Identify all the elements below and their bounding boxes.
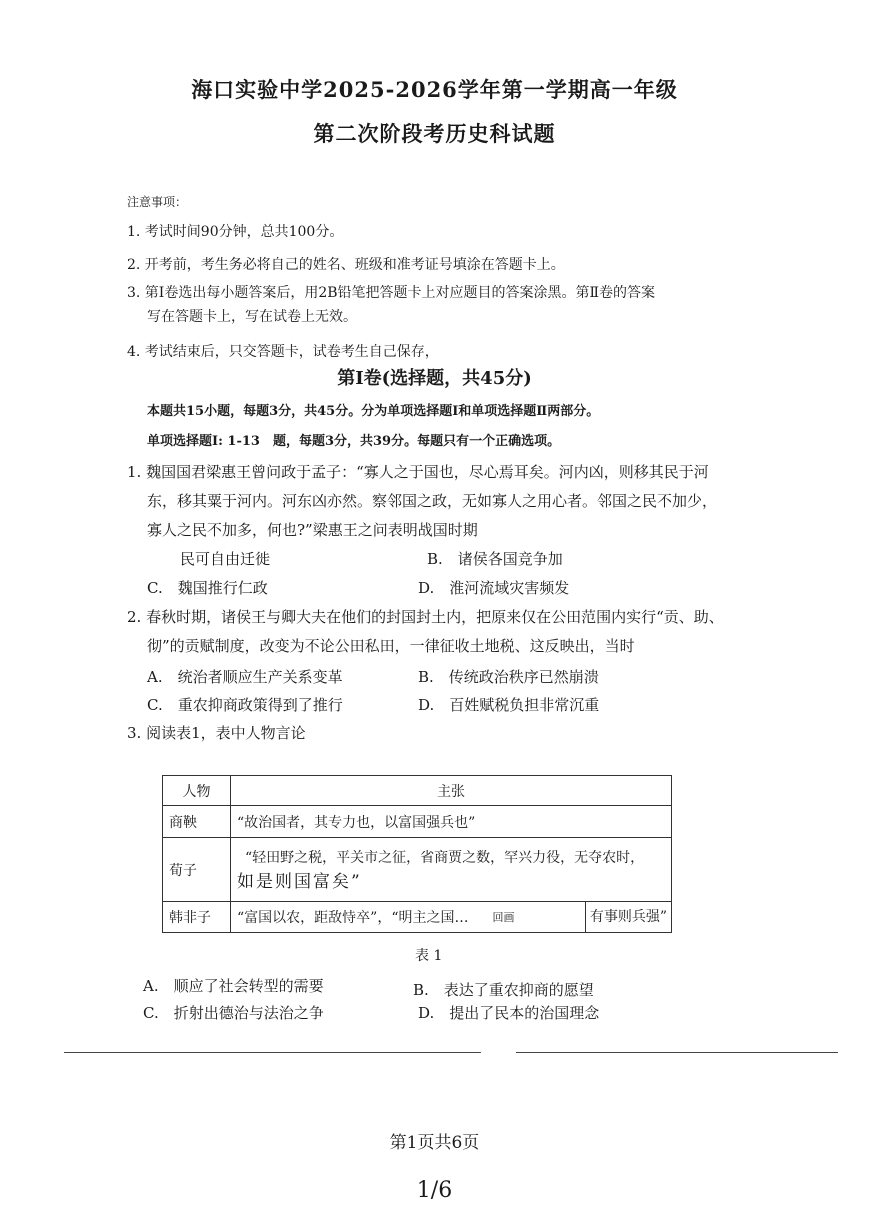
- q2-option-d: D. 百姓赋税负担非常沉重: [418, 696, 600, 714]
- q2-stem-line1: 2. 春秋时期，诸侯王与卿大夫在他们的封国封土内，把原来仅在公田范围内实行“贡、助、: [127, 608, 724, 626]
- page-number: 1/6: [416, 1178, 453, 1203]
- page-note: 第1页共6页: [389, 1133, 480, 1153]
- notes-item-3: 3. 第Ⅰ卷选出每小题答案后，用2B铅笔把答题卡上对应题目的答案涂黑。第Ⅱ卷的答案: [127, 285, 656, 301]
- q3-option-d: D. 提出了民本的治国理念: [418, 1004, 600, 1022]
- table-header-claim: 主张: [231, 776, 672, 806]
- divider-left: [64, 1052, 481, 1053]
- table-caption: 表 1: [415, 948, 443, 964]
- q2-option-c: C. 重农抑商政策得到了推行: [147, 696, 343, 714]
- q1-stem-line3: 寡人之民不加多，何也?”梁惠王之问表明战国时期: [147, 521, 478, 539]
- divider-right: [516, 1052, 838, 1053]
- q1-option-b: B. 诸侯各国竞争加: [427, 550, 563, 568]
- table-row-text-line2: 如是则国富矣”: [237, 872, 362, 892]
- exam-title-line1: 海口实验中学2025-2026学年第一学期高一年级: [191, 77, 678, 102]
- table-row-text-main: “富国以农，距敌恃卒”，“明主之国…: [237, 910, 469, 926]
- table-row-text: [231, 902, 672, 933]
- table-header-person: 人物: [163, 776, 231, 806]
- q3-table: [162, 775, 672, 933]
- exam-title-line2: 第二次阶段考历史科试题: [313, 121, 556, 146]
- table-row-name: 商鞅: [163, 806, 231, 838]
- table-row-text: [231, 838, 672, 902]
- q2-stem-line2: 彻”的贡赋制度，改变为不论公田私田，一律征收土地税、这反映出，当时: [147, 637, 635, 655]
- q2-option-a: A. 统治者顺应生产关系变革: [147, 668, 343, 686]
- q1-stem-line1: 1. 魏国国君梁惠王曾问政于孟子：“寡人之于国也，尽心焉耳矣。河内凶，则移其民于河: [127, 463, 709, 481]
- q3-stem: 3. 阅读表1，表中人物言论: [127, 724, 306, 742]
- table-row-name: 韩非子: [163, 902, 231, 933]
- q3-option-c: C. 折射出德治与法治之争: [143, 1004, 324, 1022]
- notes-item-3-cont: 写在答题卡上，写在试卷上无效。: [147, 309, 357, 325]
- notes-item-4: 4. 考试结束后，只交答题卡，试卷考生自己保存，: [127, 344, 439, 360]
- q1-stem-line2: 东，移其粟于河内。河东凶亦然。察邻国之政，无如寡人之用心者。邻国之民不加少，: [147, 492, 718, 510]
- section-title: 第Ⅰ卷(选择题，共45分): [337, 368, 532, 389]
- section-instruction-2: 单项选择题Ⅰ: 1-13 题，每题3分，共39分。每题只有一个正确选项。: [147, 434, 561, 449]
- notes-heading: 注意事项：: [127, 195, 188, 209]
- section-instruction-1: 本题共15小题，每题3分，共45分。分为单项选择题Ⅰ和单项选择题Ⅱ两部分。: [147, 404, 600, 419]
- table-row-mark: 回画: [492, 911, 515, 924]
- table-row-text-tail: 有事则兵强”: [585, 902, 671, 932]
- q1-option-d: D. 淮河流域灾害频发: [418, 579, 570, 597]
- q1-option-a: 民可自由迁徙: [180, 550, 271, 568]
- q3-option-a: A. 顺应了社会转型的需要: [143, 977, 324, 995]
- table-row-text: “故治国者，其专力也，以富国强兵也”: [231, 806, 672, 838]
- q2-option-b: B. 传统政治秩序已然崩溃: [418, 668, 599, 686]
- q1-option-c: C. 魏国推行仁政: [147, 579, 268, 597]
- table-row-text-line1: “轻田野之税，平关市之征，省商贾之数，罕兴力役，无夺农时，: [245, 850, 645, 866]
- notes-item-2: 2. 开考前，考生务必将自己的姓名、班级和准考证号填涂在答题卡上。: [127, 257, 565, 273]
- notes-item-1: 1. 考试时间90分钟，总共100分。: [127, 224, 344, 240]
- table-row-name: 荀子: [163, 838, 231, 902]
- q3-option-b: B. 表达了重农抑商的愿望: [413, 981, 594, 999]
